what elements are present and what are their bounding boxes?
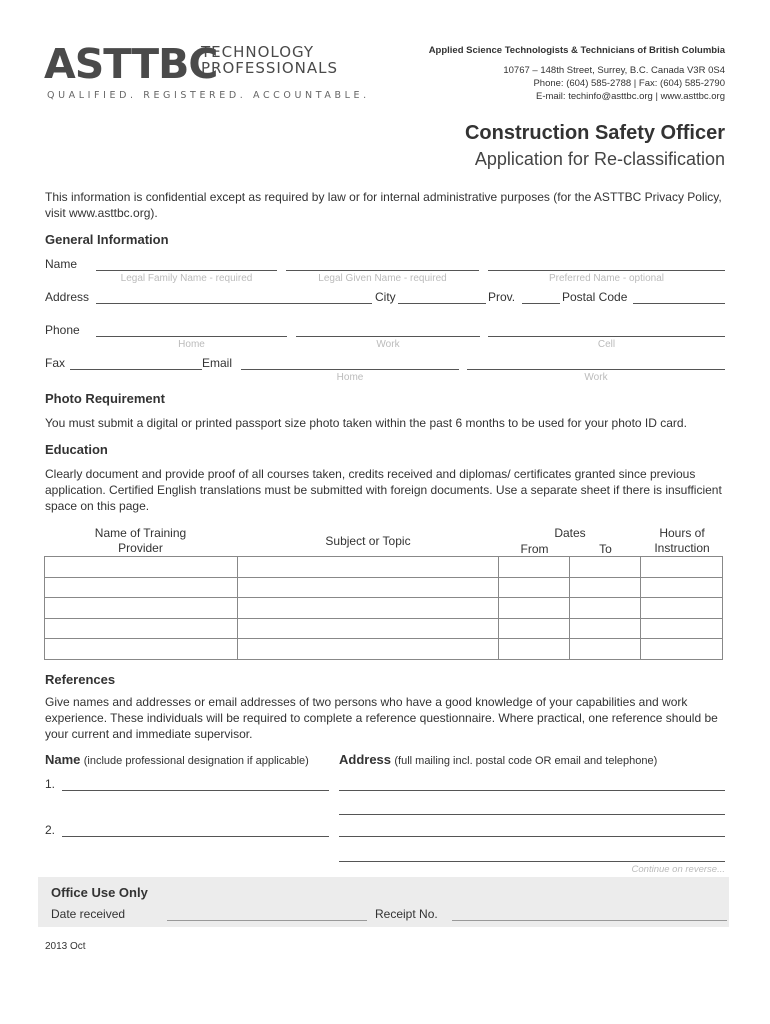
from-cell[interactable] bbox=[499, 557, 570, 578]
ref-1-number: 1. bbox=[45, 777, 56, 791]
hours-cell[interactable] bbox=[641, 618, 723, 639]
col-dates: Dates bbox=[554, 526, 586, 540]
provider-cell[interactable] bbox=[45, 577, 238, 598]
to-cell[interactable] bbox=[570, 598, 641, 619]
logo-line-2: PROFESSIONALS bbox=[201, 59, 339, 77]
receipt-no-label: Receipt No. bbox=[375, 907, 438, 921]
photo-heading: Photo Requirement bbox=[45, 391, 165, 406]
photo-text: You must submit a digital or printed passport size photo taken within the past 6 months to be used for your photo ID card. bbox=[45, 416, 687, 430]
org-email-web: E-mail: techinfo@asttbc.org | www.asttbc.org bbox=[536, 91, 725, 102]
col-from: From bbox=[520, 542, 549, 556]
date-received-label: Date received bbox=[51, 907, 126, 921]
form-subtitle: Application for Re-classification bbox=[474, 149, 725, 169]
subject-cell[interactable] bbox=[237, 557, 499, 578]
city-label: City bbox=[375, 290, 396, 304]
home-email-field[interactable] bbox=[241, 369, 459, 370]
home-phone-hint: Home bbox=[178, 339, 205, 350]
table-row bbox=[45, 577, 723, 598]
col-subject: Subject or Topic bbox=[325, 534, 411, 548]
form-version: 2013 Oct bbox=[45, 941, 86, 952]
postal-code-field[interactable] bbox=[633, 303, 725, 304]
references-text: Give names and addresses or email addresses of two persons who have a good knowledge of your capabilities and work experience. These individuals will be required to complete a reference questionnaire. Where practical, one reference should be your current and immediate supervisor. bbox=[45, 695, 718, 741]
home-email-hint: Home bbox=[336, 372, 364, 383]
phone-label: Phone bbox=[45, 323, 80, 337]
org-address: 10767 – 148th Street, Surrey, B.C. Canada V3R 0S4 bbox=[503, 65, 725, 76]
ref-name-header: Name (include professional designation if applicable) bbox=[45, 752, 309, 767]
ref-2-number: 2. bbox=[45, 823, 56, 837]
family-name-hint: Legal Family Name - required bbox=[120, 273, 253, 284]
prov-label: Prov. bbox=[488, 290, 516, 304]
work-phone-field[interactable] bbox=[296, 336, 480, 337]
ref-2-address-field-2[interactable] bbox=[339, 861, 725, 862]
ref-1-name-field[interactable] bbox=[62, 790, 329, 791]
general-info-heading: General Information bbox=[45, 232, 169, 247]
subject-cell[interactable] bbox=[237, 577, 499, 598]
logo-subtitle bbox=[201, 44, 338, 76]
confidentiality-notice: This information is confidential except as required by law or for internal administrative purposes (for the ASTTBC Privacy Policy, visit www.asttbc.org). bbox=[45, 190, 722, 220]
work-email-field[interactable] bbox=[467, 369, 725, 370]
given-name-hint: Legal Given Name - required bbox=[318, 273, 447, 284]
provider-cell[interactable] bbox=[45, 639, 238, 660]
to-cell[interactable] bbox=[570, 639, 641, 660]
hours-cell[interactable] bbox=[641, 577, 723, 598]
education-text: Clearly document and provide proof of all courses taken, credits received and diplomas/ certificates granted since previous application. Certified English translations must be submitted with foreign documents. Use a separate sheet if there is insufficient space on this page. bbox=[45, 467, 722, 513]
ref-1-address-field-2[interactable] bbox=[339, 814, 725, 815]
ref-address-header: Address (full mailing incl. postal code OR email and telephone) bbox=[339, 752, 658, 767]
logo-tagline: QUALIFIED. REGISTERED. ACCOUNTABLE. bbox=[47, 90, 370, 101]
subject-cell[interactable] bbox=[237, 639, 499, 660]
provider-cell[interactable] bbox=[45, 618, 238, 639]
to-cell[interactable] bbox=[570, 577, 641, 598]
continue-note: Continue on reverse... bbox=[631, 864, 725, 875]
family-name-field[interactable] bbox=[96, 270, 277, 271]
col-hours: Hours of Instruction bbox=[654, 526, 710, 555]
address-field[interactable] bbox=[96, 303, 372, 304]
education-table bbox=[44, 556, 723, 660]
hours-cell[interactable] bbox=[641, 639, 723, 660]
to-cell[interactable] bbox=[570, 557, 641, 578]
subject-cell[interactable] bbox=[237, 618, 499, 639]
work-email-hint: Work bbox=[584, 372, 608, 383]
fax-field[interactable] bbox=[70, 369, 202, 370]
provider-cell[interactable] bbox=[45, 557, 238, 578]
ref-1-address-field[interactable] bbox=[339, 790, 725, 791]
prov-field[interactable] bbox=[522, 303, 560, 304]
table-row bbox=[45, 618, 723, 639]
provider-cell[interactable] bbox=[45, 598, 238, 619]
cell-phone-hint: Cell bbox=[597, 339, 616, 350]
logo-wordmark: ASTTBC bbox=[44, 40, 218, 88]
hours-cell[interactable] bbox=[641, 598, 723, 619]
name-label: Name bbox=[45, 257, 78, 271]
preferred-name-field[interactable] bbox=[488, 270, 725, 271]
preferred-name-hint: Preferred Name - optional bbox=[548, 273, 665, 284]
table-row bbox=[45, 639, 723, 660]
ref-2-name-field[interactable] bbox=[62, 836, 329, 837]
col-provider: Name of Training Provider bbox=[94, 526, 187, 555]
table-row bbox=[45, 557, 723, 578]
city-field[interactable] bbox=[398, 303, 486, 304]
hours-cell[interactable] bbox=[641, 557, 723, 578]
to-cell[interactable] bbox=[570, 618, 641, 639]
receipt-no-field[interactable] bbox=[452, 920, 727, 921]
from-cell[interactable] bbox=[499, 577, 570, 598]
logo-line-1: TECHNOLOGY bbox=[201, 43, 315, 61]
office-use-heading: Office Use Only bbox=[51, 885, 148, 900]
email-label: Email bbox=[202, 356, 233, 370]
ref-2-address-field[interactable] bbox=[339, 836, 725, 837]
references-heading: References bbox=[45, 672, 116, 687]
subject-cell[interactable] bbox=[237, 598, 499, 619]
org-name: Applied Science Technologists & Technicians of British Columbia bbox=[428, 45, 725, 56]
given-name-field[interactable] bbox=[286, 270, 479, 271]
from-cell[interactable] bbox=[499, 618, 570, 639]
cell-phone-field[interactable] bbox=[488, 336, 725, 337]
home-phone-field[interactable] bbox=[96, 336, 287, 337]
address-label: Address bbox=[45, 290, 90, 304]
table-row bbox=[45, 598, 723, 619]
from-cell[interactable] bbox=[499, 598, 570, 619]
fax-label: Fax bbox=[45, 356, 66, 370]
from-cell[interactable] bbox=[499, 639, 570, 660]
col-to: To bbox=[599, 542, 612, 556]
postal-code-label: Postal Code bbox=[562, 290, 628, 304]
education-heading: Education bbox=[45, 442, 108, 457]
date-received-field[interactable] bbox=[167, 920, 367, 921]
form-title: Construction Safety Officer bbox=[464, 122, 725, 144]
work-phone-hint: Work bbox=[376, 339, 400, 350]
org-phone-fax: Phone: (604) 585-2788 | Fax: (604) 585-2790 bbox=[533, 78, 725, 89]
